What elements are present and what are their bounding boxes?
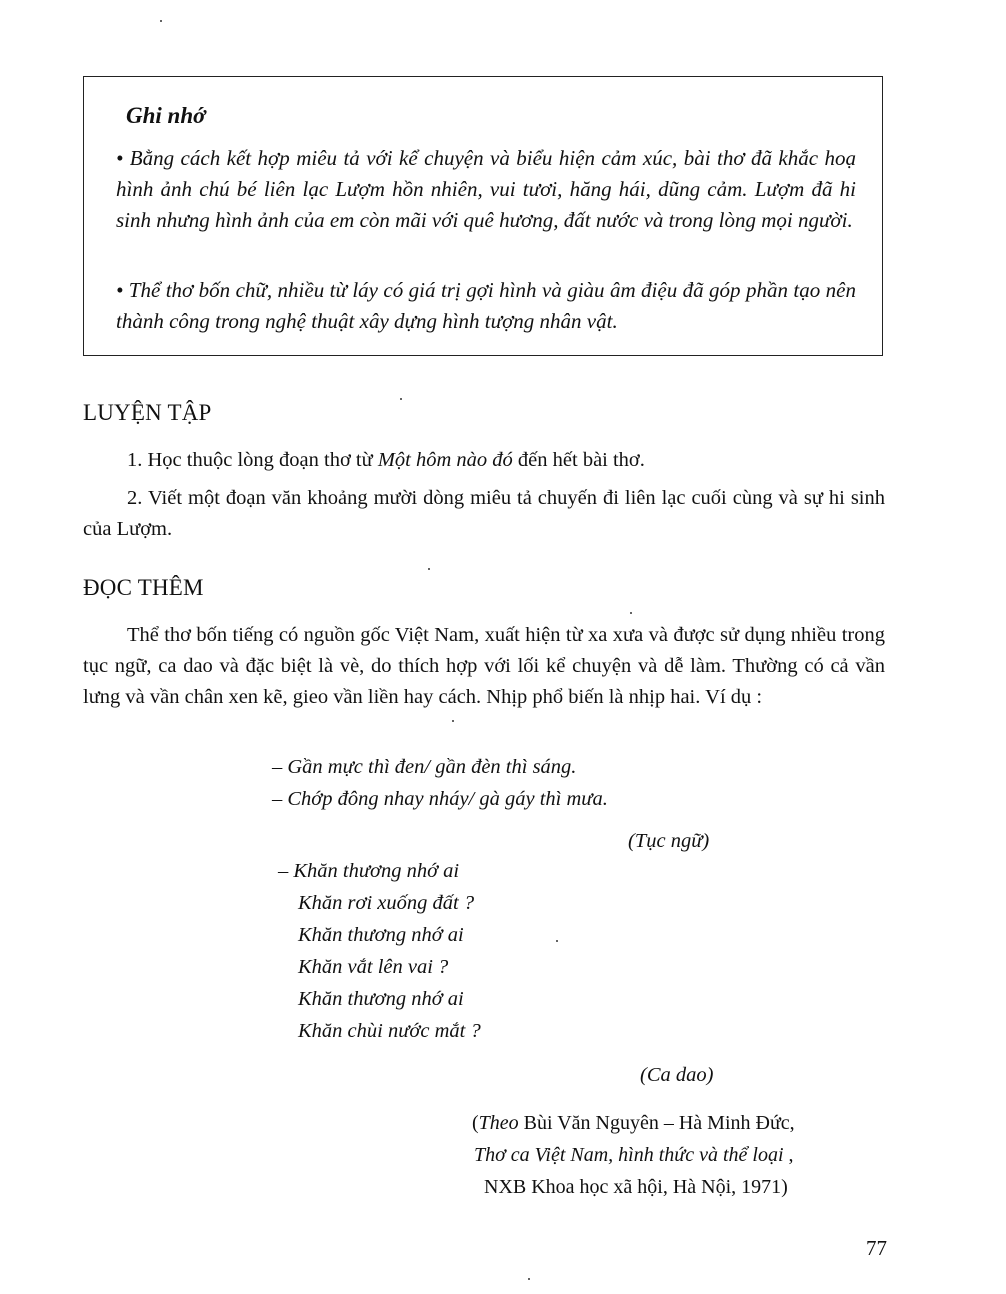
scan-speck bbox=[400, 398, 402, 400]
scan-speck bbox=[428, 568, 430, 570]
folk-verse-line-6: Khăn chùi nước mắt ? bbox=[298, 1020, 481, 1042]
exercise-1-suffix: đến hết bài thơ. bbox=[512, 449, 645, 471]
doc-them-heading: ĐỌC THÊM bbox=[83, 575, 204, 600]
folk-verse-line-1: – Khăn thương nhớ ai bbox=[278, 860, 460, 882]
exercise-1 bbox=[83, 445, 885, 476]
ghi-nho-title: Ghi nhớ bbox=[126, 103, 206, 128]
citation-authors: Bùi Văn Nguyên – Hà Minh Đức, bbox=[518, 1112, 795, 1134]
scan-speck bbox=[452, 720, 454, 722]
folk-verse-line-3: Khăn thương nhớ ai bbox=[298, 924, 464, 946]
citation-open: ( bbox=[472, 1112, 479, 1134]
citation-theo: Theo bbox=[478, 1112, 519, 1134]
exercise-1-prefix: 1. Học thuộc lòng đoạn thơ từ bbox=[127, 449, 378, 471]
citation-book: Thơ ca Việt Nam, hình thức và thể loại bbox=[474, 1144, 784, 1166]
ghi-nho-bullet-2: • Thể thơ bốn chữ, nhiều từ láy có giá trị gợi hình và giàu âm điệu đã góp phần tạo nên thành công trong nghệ thuật xây dựng hình tượng nhân vật. bbox=[116, 278, 856, 333]
citation-line-1 bbox=[472, 1112, 795, 1135]
proverb-line-1: – Gần mực thì đen/ gần đèn thì sáng. bbox=[272, 756, 577, 778]
folk-verse-line-4: Khăn vắt lên vai ? bbox=[298, 956, 449, 978]
scan-speck bbox=[528, 1278, 530, 1280]
scan-speck bbox=[630, 612, 632, 614]
doc-them-paragraph: Thể thơ bốn tiếng có nguồn gốc Việt Nam, xuất hiện từ xa xưa và được sử dụng nhiều trong tục ngữ, ca dao và đặc biệt là vè, do thích hợp với lối kể chuyện và dễ làm. Thường có cả vần lưng và vần chân xen kẽ, gieo vần liền hay cách. Nhịp phổ biến là nhịp hai. Ví dụ : bbox=[83, 624, 885, 708]
folk-source: (Ca dao) bbox=[640, 1064, 714, 1086]
ghi-nho-box bbox=[83, 76, 883, 356]
ghi-nho-bullet-1: • Bằng cách kết hợp miêu tả với kể chuyện và biểu hiện cảm xúc, bài thơ đã khắc hoạ hình ảnh chú bé liên lạc Lượm hồn nhiên, vui tươi, hăng hái, dũng cảm. Lượm đã hi sinh nhưng hình ảnh của em còn mãi với quê hương, đất nước và trong lòng mọi người. bbox=[116, 146, 856, 232]
exercise-2: 2. Viết một đoạn văn khoảng mười dòng miêu tả chuyến đi liên lạc cuối cùng và sự hi sinh của Lượm. bbox=[83, 487, 885, 540]
proverb-source: (Tục ngữ) bbox=[628, 830, 710, 852]
folk-verse-line-5: Khăn thương nhớ ai bbox=[298, 988, 464, 1010]
luyen-tap-heading: LUYỆN TẬP bbox=[83, 400, 212, 425]
citation-line-2 bbox=[474, 1144, 794, 1167]
page-number: 77 bbox=[866, 1236, 887, 1260]
citation-line-3: NXB Khoa học xã hội, Hà Nội, 1971) bbox=[484, 1176, 788, 1198]
folk-verse-line-2: Khăn rơi xuống đất ? bbox=[298, 892, 475, 914]
exercise-1-italic: Một hôm nào đó bbox=[377, 449, 513, 471]
proverb-line-2: – Chớp đông nhay nháy/ gà gáy thì mưa. bbox=[272, 788, 608, 810]
citation-book-end: , bbox=[783, 1144, 794, 1166]
scan-speck bbox=[160, 20, 162, 22]
scan-speck bbox=[556, 940, 558, 942]
